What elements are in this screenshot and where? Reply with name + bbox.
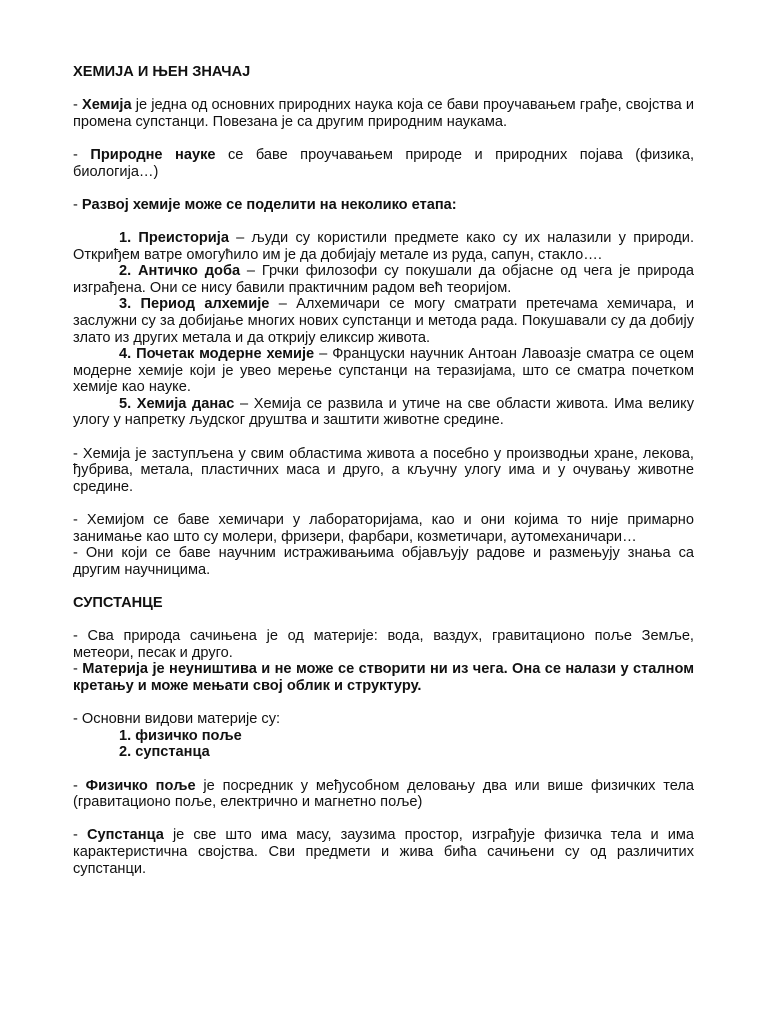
stage-item: 1. Преисторија – људи су користили предмете како су их налазили у природи. Откриђем ватре омогућило им је да добијају метале из руда, сапун, стакло…. (73, 229, 694, 263)
paragraph-materija-bold: - Материја је неуништива и не може се створити ни из чега. Она се налази у сталном кретању и може мењати свој облик и структуру. (73, 661, 694, 694)
paragraph-naucnici: - Они који се баве научним истраживањима објављују радове и размењују знања са другим научницима. (73, 545, 694, 578)
paragraph-hemicari: - Хемијом се баве хемичари у лабораторијама, као и они којима то није примарно занимање као што су молери, фризери, фарбари, козметичари, аутомеханичари… (73, 512, 694, 545)
term-fizicko-polje: Физичко поље (85, 777, 196, 794)
list-item: 1. физичко поље (119, 727, 242, 744)
paragraph-zastupljena: - Хемија је заступљена у свим областима живота а посебно у производњи хране, лекова, ђубрива, метала, пластичних маса и друго, а кључну улогу има и у очувању животне средине. (73, 445, 694, 495)
term-hemija: Хемија (82, 97, 132, 114)
razvoj-heading: Развој хемије може се поделити на неколико етапа: (81, 196, 457, 213)
stage-heading: 1. Преисторија (119, 229, 229, 246)
paragraph-hemija: - Хемија је једна од основних природних наука која се бави проучавањем грађе, својства и промена супстанци. Повезана је са другим природним наукама. (73, 97, 694, 130)
paragraph-materija-priroda: - Сва природа сачињена је од материје: вода, ваздух, гравитационо поље Земље, метеори, песак и друго. (73, 628, 694, 661)
section-title-supstance: СУПСТАНЦЕ (73, 595, 163, 611)
paragraph-fizicko-polje: - Физичко поље је посредник у међусобном деловању два или више физичких тела (гравитационо поље, електрично и магнетно поље) (73, 777, 694, 811)
paragraph-vidovi: - Основни видови материје су: (73, 711, 281, 728)
document-title: ХЕМИЈА И ЊЕН ЗНАЧАЈ (73, 64, 251, 80)
term-prirodne-nauke: Природне науке (90, 146, 216, 163)
stage-heading: 2. Античко доба (119, 263, 241, 280)
paragraph-prirodne-nauke: - Природне науке се баве проучавањем природе и природних појава (физика, биологија…) (73, 146, 695, 180)
stage-heading: 5. Хемија данас (119, 395, 235, 412)
term-supstanca: Супстанца (86, 827, 164, 844)
stage-item: 2. Античко доба – Грчки филозофи су покушали да објасне од чега је природа изграђена. Они се нису бавили практичним радом већ теоријом. (73, 263, 694, 296)
paragraph-supstanca: - Супстанца је све што има масу, заузима простор, изграђује физичка тела и има карактеристична својства. Сви предмети и жива бића сачињени су од различитих супстанци. (73, 827, 694, 877)
stage-heading: 3. Период алхемије (119, 296, 270, 313)
stage-item: 5. Хемија данас – Хемија се развила и утиче на све области живота. Има велику улогу у напретку људског друштва и заштити животне средине. (73, 395, 694, 429)
stage-item: 4. Почетак модерне хемије – Француски научник Антоан Лавоазје сматра се оцем модерне хемије који је увео мерење супстанци на теразијама, што се сматра почетком хемије као науке. (73, 346, 694, 396)
stage-item: 3. Период алхемије – Алхемичари се могу сматрати претечама хемичара, и заслужни су за добијање многих нових супстанци и метода рада. Покушавали су да добију злато из других метала и да открију еликсир живота. (73, 296, 694, 346)
document-page (73, 64, 694, 877)
paragraph-razvoj: - Развој хемије може се поделити на неколико етапа: (73, 196, 457, 213)
stage-heading: 4. Почетак модерне хемије (119, 346, 315, 363)
list-item: 2. супстанца (119, 744, 210, 761)
